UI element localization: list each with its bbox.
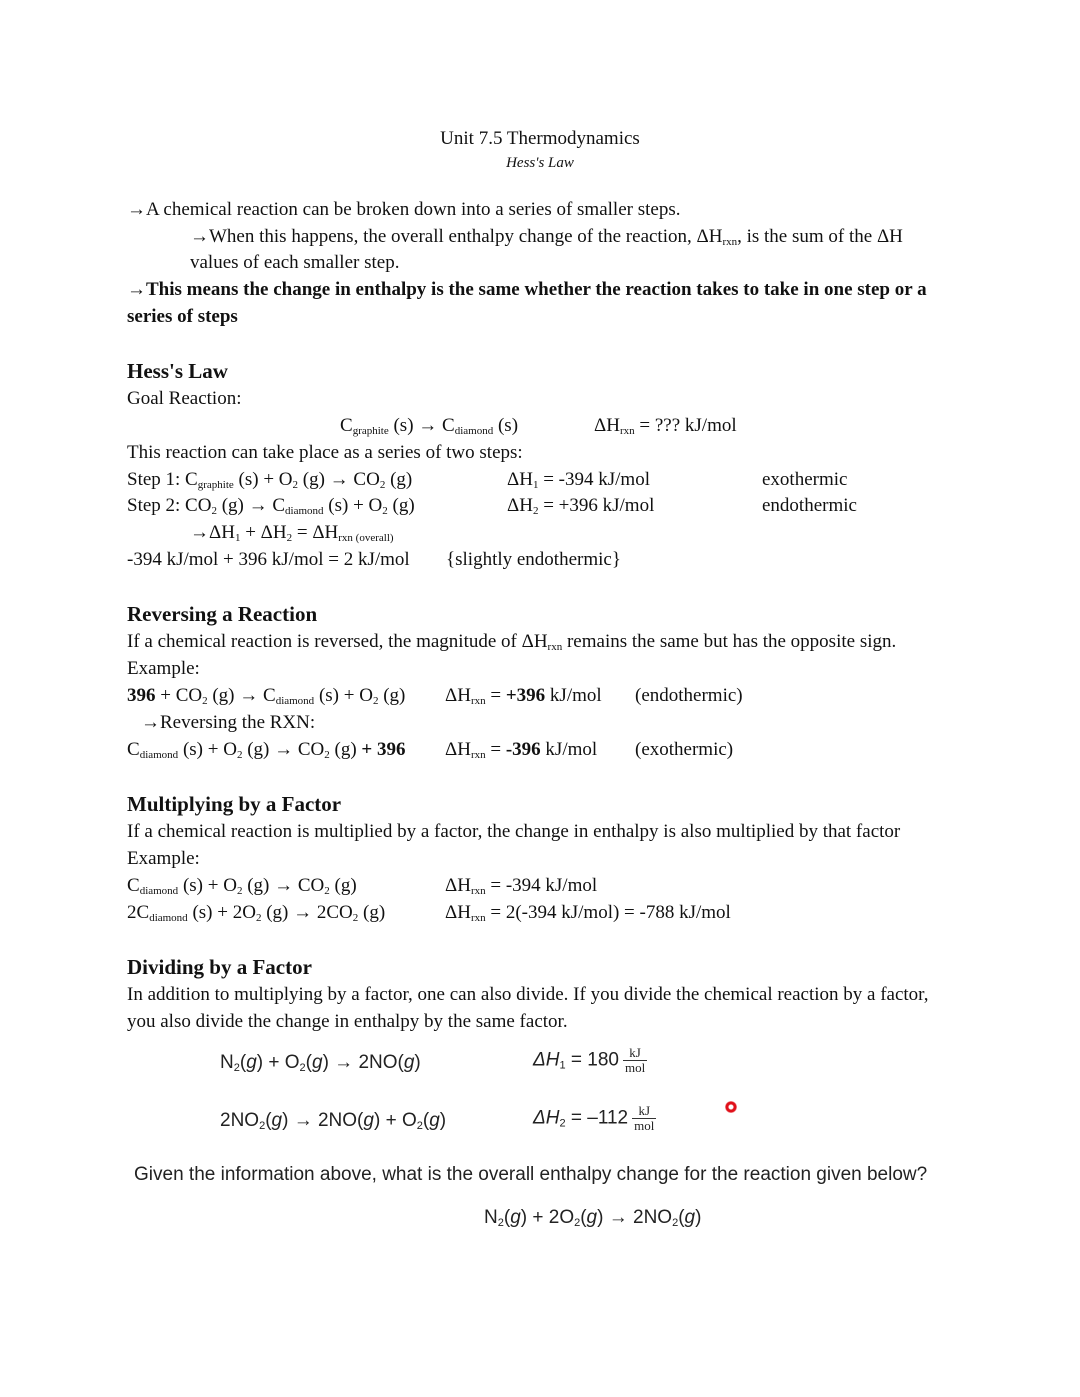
- intro-line-1: →A chemical reaction can be broken down into a series of smaller steps.: [127, 199, 681, 220]
- step-2-enthalpy: $\Delta H_2 = +396$ kJ/mol: [507, 495, 655, 517]
- section-heading-dividing: Dividing by a Factor: [127, 955, 312, 979]
- reversing-example-1-type: (endothermic): [635, 685, 743, 706]
- reversing-example-2-enthalpy: $\Delta H_{rxn} = -396$ kJ/mol: [445, 739, 598, 761]
- multiplying-example-label: Example:: [127, 848, 200, 869]
- intro-line-2: →When this happens, the overall enthalpy change of the reaction, $\Delta H_{rxn}$, is the sum of the ΔH: [190, 226, 903, 248]
- step-1-enthalpy: $\Delta H_1 = -394$ kJ/mol: [507, 469, 650, 491]
- reversing-desc: If a chemical reaction is reversed, the magnitude of $\Delta H_{rxn}$ remains the same but has the opposite sign.: [127, 631, 897, 653]
- problem-enthalpy-1: $\Delta H_1 = 180$ $\frac{kJ}{\text{mol}}$: [533, 1045, 646, 1075]
- reversing-example-2-type: (exothermic): [635, 739, 734, 760]
- goal-enthalpy: $\Delta H_{rxn}$ = ??? kJ/mol: [594, 415, 737, 437]
- intro-bold-2: series of steps: [127, 306, 238, 327]
- problem-equation-2: $2NO_2(g) \to 2NO(g) + O_2(g)$: [220, 1110, 447, 1132]
- cursor-pointer-icon: [725, 1101, 737, 1113]
- section-heading-reversing: Reversing a Reaction: [127, 602, 318, 626]
- units-fraction: $\frac{kJ}{\text{mol}}$: [624, 1045, 646, 1075]
- reversing-example-2-equation: $C_{diamond}$ $(s) + O_2$ $(g) \to CO_2$ (g) + 396: [127, 739, 406, 761]
- problem-equation-1: $N_2(g) + O_2(g) \to 2NO(g)$: [220, 1052, 421, 1074]
- sum-note: {slightly endothermic}: [446, 549, 621, 570]
- units-fraction: $\frac{kJ}{\text{mol}}$: [634, 1103, 655, 1133]
- sum-calculation: -394 kJ/mol + 396 kJ/mol = 2 kJ/mol: [127, 549, 410, 570]
- step-2-equation: Step 2: $CO_2$ $(g) \to C_{diamond}$ $(s) + O_2$ (g): [127, 495, 415, 517]
- reversing-example-1-enthalpy: $\Delta H_{rxn} = +396$ kJ/mol: [445, 685, 602, 707]
- page-title: Unit 7.5 Thermodynamics: [440, 128, 640, 149]
- step-1-equation: Step 1: $C_{graphite}$ $(s) + O_2$ $(g) \to CO_2$ (g): [127, 469, 413, 491]
- reversing-example-1-equation: $396 + CO_2$ $(g) \to C_{diamond}$ $(s) + O_2$ (g): [127, 685, 406, 707]
- dividing-desc-2: you also divide the change in enthalpy by the same factor.: [127, 1011, 568, 1032]
- problem-question: Given the information above, what is the overall enthalpy change for the reaction given below?: [134, 1164, 928, 1185]
- goal-label: Goal Reaction:: [127, 388, 242, 409]
- sum-equation: $\to\Delta H_1 + \Delta H_2 = \Delta H_{rxn (overall)}$: [190, 522, 394, 544]
- page-subtitle: Hess's Law: [506, 155, 574, 171]
- multiplying-example-2-equation: $2C_{diamond}$ $(s) + 2O_2$ $(g) \to 2CO_2$ (g): [127, 902, 386, 924]
- step-2-type: endothermic: [762, 495, 857, 516]
- goal-equation: $C_{graphite}$ $(s) \to C_{diamond}$ (s): [340, 415, 519, 437]
- dividing-desc-1: In addition to multiplying by a factor, one can also divide. If you divide the chemical reaction by a factor,: [127, 984, 929, 1005]
- step-1-type: exothermic: [762, 469, 848, 490]
- multiplying-example-2-enthalpy: $\Delta H_{rxn} = 2(-394$ kJ/mol) = -788 kJ/mol: [445, 902, 731, 924]
- problem-target-equation: $N_2(g) + 2O_2(g) \to 2NO_2(g)$: [484, 1207, 702, 1229]
- multiplying-desc: If a chemical reaction is multiplied by a factor, the change in enthalpy is also multiplied by that factor: [127, 821, 901, 842]
- section-heading-multiplying: Multiplying by a Factor: [127, 792, 342, 816]
- reversing-label: →Reversing the RXN:: [141, 712, 316, 733]
- section-heading-hess: Hess's Law: [127, 359, 228, 383]
- reversing-example-label: Example:: [127, 658, 200, 679]
- series-text: This reaction can take place as a series of two steps:: [127, 442, 523, 463]
- multiplying-example-1-equation: $C_{diamond}$ $(s) + O_2$ $(g) \to CO_2$ (g): [127, 875, 357, 897]
- intro-line-3: values of each smaller step.: [190, 252, 400, 273]
- problem-enthalpy-2: $\Delta H_2 = -112$ $\frac{kJ}{\text{mol}}$: [533, 1103, 655, 1133]
- intro-bold-1: →This means the change in enthalpy is the same whether the reaction takes to take in one step or a: [127, 279, 927, 300]
- multiplying-example-1-enthalpy: $\Delta H_{rxn} = -394$ kJ/mol: [445, 875, 598, 897]
